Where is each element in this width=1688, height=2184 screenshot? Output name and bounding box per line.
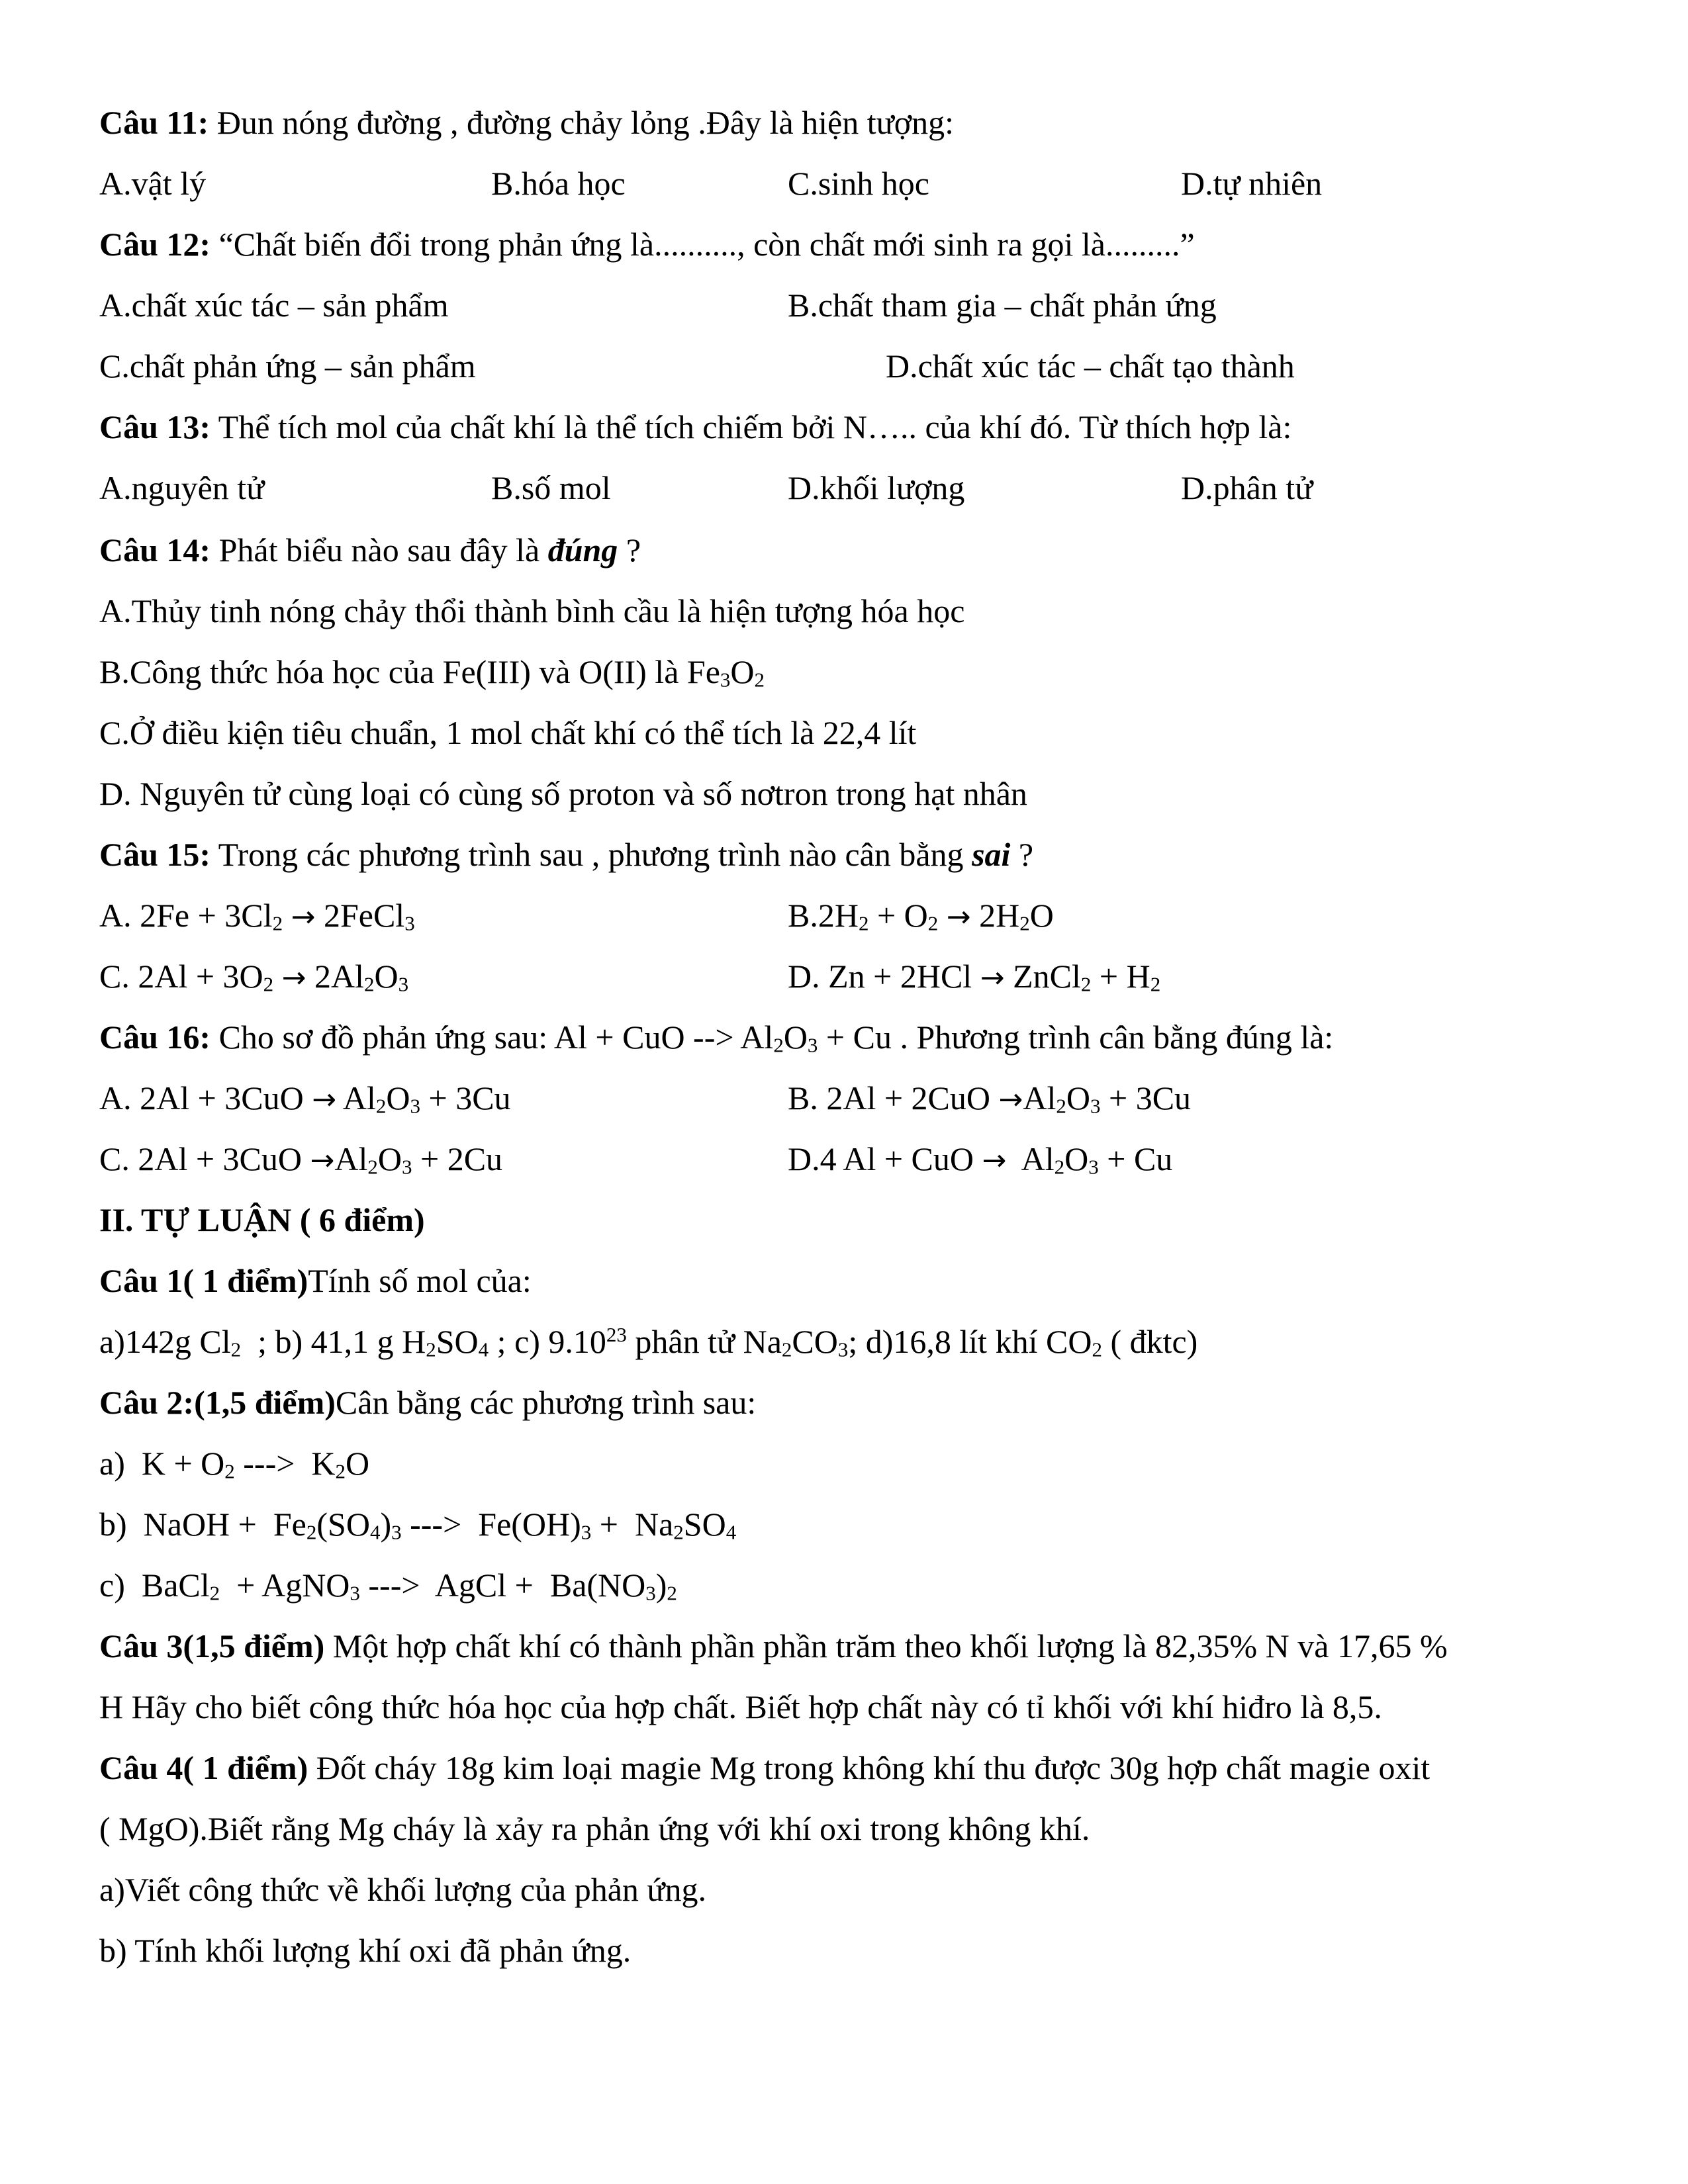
essay-question-2 xyxy=(99,1386,756,1419)
option-c: C.sinh học xyxy=(788,165,929,202)
emphasis: đúng xyxy=(547,531,618,569)
option-c: C.chất phản ứng – sản phẩm xyxy=(99,347,476,385)
question-text: Trong các phương trình sau , phương trình nào cân bằng xyxy=(211,836,972,873)
option-c: C. $2Al + 3CuO \to Al_2O_3 + 2Cu$ xyxy=(99,1140,503,1179)
option-a: A. $2Al + 3CuO \to Al_2O_3 + 3Cu$ xyxy=(99,1079,511,1118)
question-text-continued: ( MgO).Biết rằng Mg cháy là xảy ra phản ứng với khí oxi trong không khí. xyxy=(99,1810,1090,1847)
question-text: Đốt cháy 18g kim loại magie Mg trong không khí thu được 30g hợp chất magie oxit xyxy=(308,1749,1430,1786)
question-12 xyxy=(99,228,1195,261)
equation-b: b) NaOH + $Fe_2(SO_4)_3$ ---> $Fe(OH)_3 + Na_2SO_4$ xyxy=(99,1506,737,1544)
option-a: A. $2Fe + 3Cl_2$ → 2FeCl$_3$ xyxy=(99,897,415,935)
equation-c: c) BaCl$_2$ + AgNO$_3$ ---> AgCl + $Ba(NO_3)_2$ xyxy=(99,1567,677,1605)
option-d: D.phân tử xyxy=(1181,469,1313,506)
question-label: Câu 4( 1 điểm) xyxy=(99,1749,308,1786)
option-d: D. Nguyên tử cùng loại có cùng số proton và số nơtron trong hạt nhân xyxy=(99,775,1027,812)
question-label: Câu 3(1,5 điểm) xyxy=(99,1627,325,1664)
question-14: Câu 14: Phát biểu nào sau đây là đúng ? xyxy=(99,531,641,569)
sub-question-b: b) Tính khối lượng khí oxi đã phản ứng. xyxy=(99,1932,632,1969)
essay-question-4 xyxy=(99,1751,1430,1784)
question-label: Câu 15: xyxy=(99,836,211,873)
question-label: Câu 14: xyxy=(99,531,211,569)
question-text: Tính số mol của: xyxy=(308,1262,532,1299)
option-b: B.Công thức hóa học của Fe(III) và O(II) là $Fe_3O_2$ xyxy=(99,653,765,692)
option-c: C. $2Al + 3O_2 \to 2Al_2O_3$ xyxy=(99,958,409,996)
question-label: Câu 2:(1,5 điểm) xyxy=(99,1384,336,1421)
question-16: Câu 16: Cho sơ đồ phản ứng sau: Al + CuO --> $Al_2O_3 + Cu$ . Phương trình cân bằng đúng là: xyxy=(99,1019,1334,1057)
question-11 xyxy=(99,106,954,139)
essay-question-1-items: a)142g $Cl_2$ ; b) 41,1 g $H_2SO_4$ ; c) 9.10$^{23}$ phân tử $Na_2CO_3$; d)16,8 lít khí $CO_2$ ( đktc) xyxy=(99,1322,1198,1361)
question-text: Cho sơ đồ phản ứng sau: Al + CuO --> Al xyxy=(211,1019,774,1056)
essay-question-3 xyxy=(99,1629,1448,1662)
option-a: A.nguyên tử xyxy=(99,469,265,506)
option-b: B. $2Al + 2CuO \to Al_2O_3 + 3Cu$ xyxy=(788,1079,1192,1118)
option-a: A.vật lý xyxy=(99,165,207,202)
question-15: Câu 15: Trong các phương trình sau , phương trình nào cân bằng sai ? xyxy=(99,836,1034,873)
question-text-continued: H Hãy cho biết công thức hóa học của hợp chất. Biết hợp chất này có tỉ khối với khí hiđro là 8,5. xyxy=(99,1688,1382,1725)
option-a: A.chất xúc tác – sản phẩm xyxy=(99,287,449,324)
option-b: B.chất tham gia – chất phản ứng xyxy=(788,287,1217,324)
essay-question-1 xyxy=(99,1264,532,1297)
option-d: D.tự nhiên xyxy=(1181,165,1323,202)
question-label: Câu 16: xyxy=(99,1019,211,1056)
option-a: A.Thủy tinh nóng chảy thổi thành bình cầu là hiện tượng hóa học xyxy=(99,592,965,629)
option-d: D.4 Al + CuO → $Al_2O_3 + Cu$ xyxy=(788,1140,1173,1179)
option-d: D. Zn + 2HCl → ZnCl$_2$ + $H_2$ xyxy=(788,958,1161,996)
option-d: D.chất xúc tác – chất tạo thành xyxy=(886,347,1295,385)
section-title: II. TỰ LUẬN ( 6 điểm) xyxy=(99,1201,425,1238)
option-b: B.hóa học xyxy=(491,165,626,202)
sub-question-a: a)Viết công thức về khối lượng của phản ứng. xyxy=(99,1871,706,1908)
option-b: B.số mol xyxy=(491,469,611,506)
question-13 xyxy=(99,410,1291,443)
equation-a: a) $K + O_2$ ---> $K_2O$ xyxy=(99,1445,370,1483)
question-text: Cân bằng các phương trình sau: xyxy=(335,1384,757,1421)
question-label: Câu 13: xyxy=(99,408,211,445)
question-text: “Chất biến đổi trong phản ứng là.........., còn chất mới sinh ra gọi là.........” xyxy=(211,226,1195,263)
question-text: Thể tích mol của chất khí là thể tích chiếm bởi N….. của khí đó. Từ thích hợp là: xyxy=(211,408,1292,445)
question-text: Phát biểu nào sau đây là xyxy=(211,531,548,569)
question-label: Câu 12: xyxy=(99,226,211,263)
emphasis: sai xyxy=(972,836,1011,873)
question-label: Câu 11: xyxy=(99,104,209,141)
option-b: $B.2H_2 + O_2 \to 2H_2O$ xyxy=(788,897,1054,935)
option-c: D.khối lượng xyxy=(788,469,965,506)
question-label: Câu 1( 1 điểm) xyxy=(99,1262,308,1299)
option-c: C.Ở điều kiện tiêu chuẩn, 1 mol chất khí có thể tích là 22,4 lít xyxy=(99,714,917,751)
question-text: Đun nóng đường , đường chảy lỏng .Đây là hiện tượng: xyxy=(209,104,955,141)
question-text: Một hợp chất khí có thành phần phần trăm theo khối lượng là 82,35% N và 17,65 % xyxy=(324,1627,1448,1664)
